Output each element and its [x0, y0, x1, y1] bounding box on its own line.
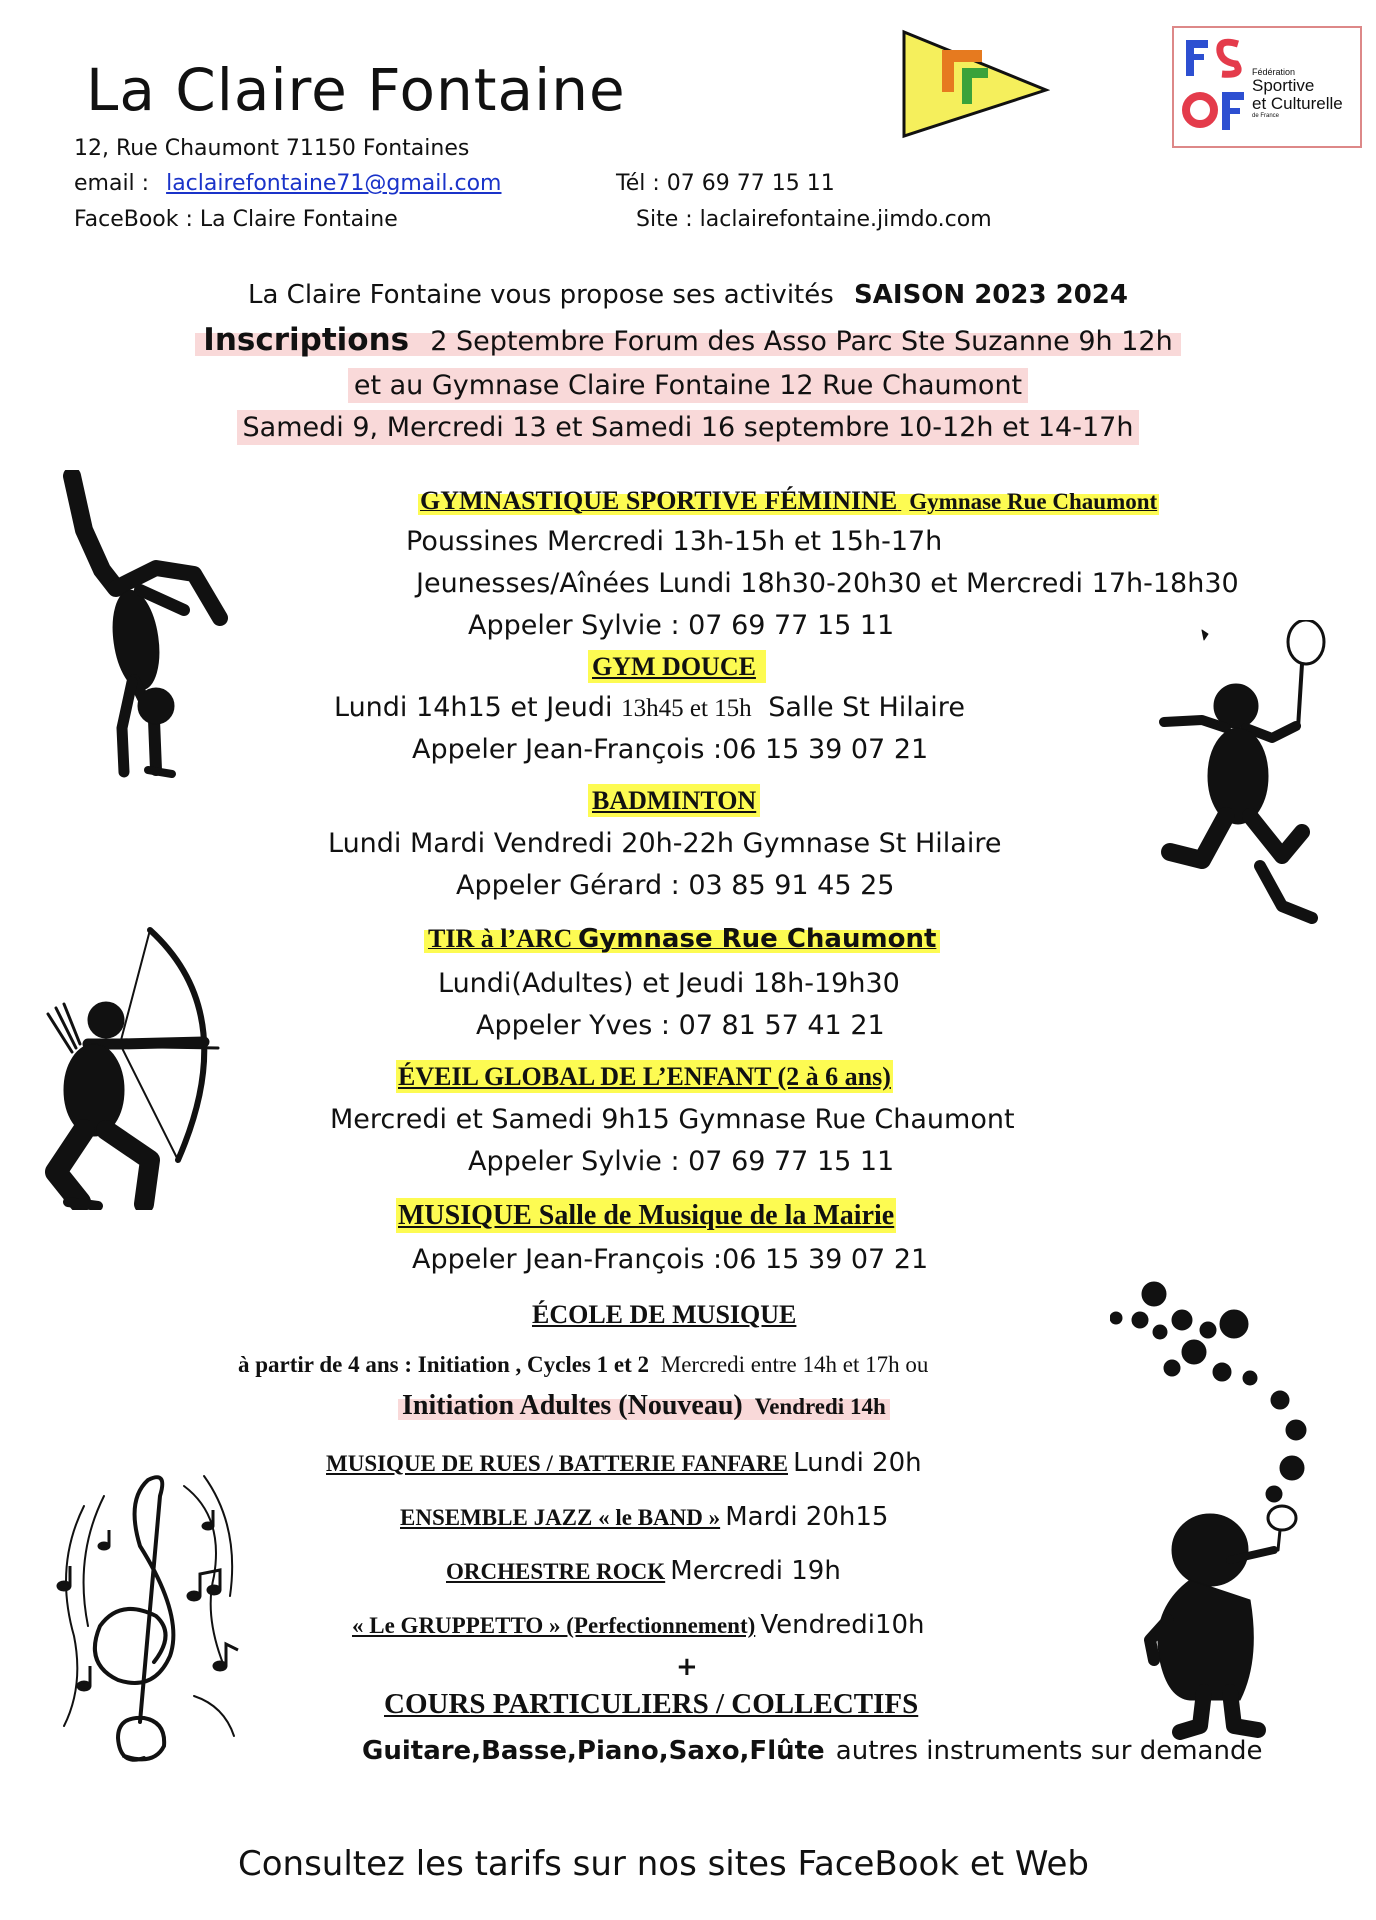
douce-line-1 [334, 692, 965, 723]
bad-title: BADMINTON [588, 784, 760, 817]
eveil-line-2: Appeler Sylvie : 07 69 77 15 11 [468, 1146, 895, 1177]
bad-line-2: Appeler Gérard : 03 85 91 45 25 [456, 870, 895, 901]
ecole-line-2 [398, 1390, 890, 1422]
tir-title: TIR à l’ARC [428, 924, 573, 953]
tir-line-1: Lundi(Adultes) et Jeudi 18h-19h30 [438, 968, 900, 999]
inscriptions-dates [0, 412, 1376, 443]
bad-line-1: Lundi Mardi Vendredi 20h-22h Gymnase St Hilaire [328, 828, 1002, 859]
cours-instruments: Guitare,Basse,Piano,Saxo,Flûte [362, 1736, 825, 1766]
jazz-time: Mardi 20h15 [725, 1502, 889, 1532]
address: 12, Rue Chaumont 71150 Fontaines [74, 136, 470, 161]
grup-time: Vendredi10h [760, 1610, 925, 1640]
section-eveil [396, 1062, 893, 1092]
jazz-line [400, 1502, 888, 1532]
footer-text: Consultez les tarifs sur nos sites FaceBook et Web [238, 1844, 1090, 1884]
section-musique [396, 1200, 896, 1232]
rues-line [326, 1448, 922, 1478]
inscriptions-text: 2 Septembre Forum des Asso Parc Ste Suzanne 9h 12h [430, 326, 1173, 357]
gymnast-silhouette [44, 470, 244, 780]
douce-place: Salle St Hilaire [768, 692, 965, 723]
ecole-schedule: Mercredi entre 14h et 17h ou [660, 1352, 929, 1377]
gym-line-3: Appeler Sylvie : 07 69 77 15 11 [468, 610, 895, 641]
gym-place: Gymnase Rue Chaumont [909, 489, 1158, 514]
treble-clef-art [44, 1466, 244, 1766]
plus-sign: + [676, 1652, 698, 1682]
fscf-line2: Sportive [1252, 76, 1315, 96]
section-badminton [588, 786, 760, 816]
gym-title: GYMNASTIQUE SPORTIVE FÉMININE [420, 486, 898, 515]
section-tir-arc [424, 924, 940, 954]
child-bubbles-silhouette [1110, 1280, 1350, 1740]
section-gymnastique [418, 486, 1159, 516]
fscf-line3: et Culturelle [1252, 94, 1343, 114]
phone: Tél : 07 69 77 15 11 [616, 171, 835, 196]
rock-time: Mercredi 19h [670, 1556, 841, 1586]
inscriptions-dates-text: Samedi 9, Mercredi 13 et Samedi 16 septembre 10-12h et 14-17h [237, 410, 1140, 445]
website: Site : laclairefontaine.jimdo.com [636, 207, 992, 232]
adultes-time: Vendredi 14h [754, 1394, 886, 1419]
rock-title: ORCHESTRE ROCK [446, 1559, 666, 1584]
jazz-title: ENSEMBLE JAZZ « le BAND » [400, 1505, 721, 1530]
archer-silhouette [28, 924, 228, 1210]
badminton-silhouette [1142, 620, 1362, 930]
eveil-title: ÉVEIL GLOBAL DE L’ENFANT (2 à 6 ans) [398, 1062, 891, 1091]
rues-time: Lundi 20h [793, 1448, 922, 1478]
email-row [74, 171, 502, 196]
musique-title: MUSIQUE Salle de Musique de la Mairie [398, 1200, 895, 1231]
gym-line-2: Jeunesses/Aînées Lundi 18h30-20h30 et Mercredi 17h-18h30 [416, 568, 1239, 599]
ecole-ages: à partir de 4 ans : Initiation , Cycles 1 et 2 [238, 1352, 650, 1377]
gym-line-1: Poussines Mercredi 13h-15h et 15h-17h [406, 526, 943, 557]
fscf-logo [1172, 26, 1362, 148]
tir-line-2: Appeler Yves : 07 81 57 41 21 [476, 1010, 885, 1041]
page-title: La Claire Fontaine [86, 56, 626, 124]
ecole-title: ÉCOLE DE MUSIQUE [532, 1300, 797, 1329]
grup-title: « Le GRUPPETTO » (Perfectionnement) [352, 1613, 756, 1638]
eveil-line-1: Mercredi et Samedi 9h15 Gymnase Rue Chaumont [330, 1104, 1015, 1135]
douce-days: Lundi 14h15 et Jeudi [334, 692, 613, 723]
fscf-line1: Fédération [1252, 67, 1296, 77]
inscriptions-line [0, 322, 1376, 358]
rues-title: MUSIQUE DE RUES / BATTERIE FANFARE [326, 1451, 788, 1476]
intro-line [0, 280, 1376, 310]
intro-text: La Claire Fontaine vous propose ses activités [248, 280, 834, 310]
cours-others: autres instruments sur demande [835, 1736, 1263, 1766]
inscriptions-place-text: et au Gymnase Claire Fontaine 12 Rue Chaumont [348, 368, 1028, 403]
facebook: FaceBook : La Claire Fontaine [74, 207, 398, 232]
section-gym-douce [588, 652, 766, 682]
inscriptions-label: Inscriptions [203, 322, 410, 358]
tir-place: Gymnase Rue Chaumont [578, 924, 937, 954]
ecole-line-1 [238, 1352, 1116, 1378]
musique-line-1: Appeler Jean-François :06 15 39 07 21 [412, 1244, 929, 1275]
cours-line [362, 1736, 1262, 1766]
inscriptions-place [0, 370, 1376, 401]
gruppetto-line [352, 1610, 925, 1640]
season: SAISON 2023 2024 [854, 280, 1128, 310]
douce-title: GYM DOUCE [588, 650, 766, 683]
rock-line [446, 1556, 841, 1586]
fscf-line4: de France [1252, 113, 1280, 120]
club-logo [900, 28, 1050, 140]
email-label: email : [74, 171, 150, 196]
adultes-title: Initiation Adultes (Nouveau) [402, 1390, 743, 1421]
cours-title: COURS PARTICULIERS / COLLECTIFS [384, 1688, 919, 1720]
douce-hours: 13h45 et 15h [621, 695, 752, 722]
douce-line-2: Appeler Jean-François :06 15 39 07 21 [412, 734, 929, 765]
email-link[interactable]: laclairefontaine71@gmail.com [166, 171, 502, 196]
